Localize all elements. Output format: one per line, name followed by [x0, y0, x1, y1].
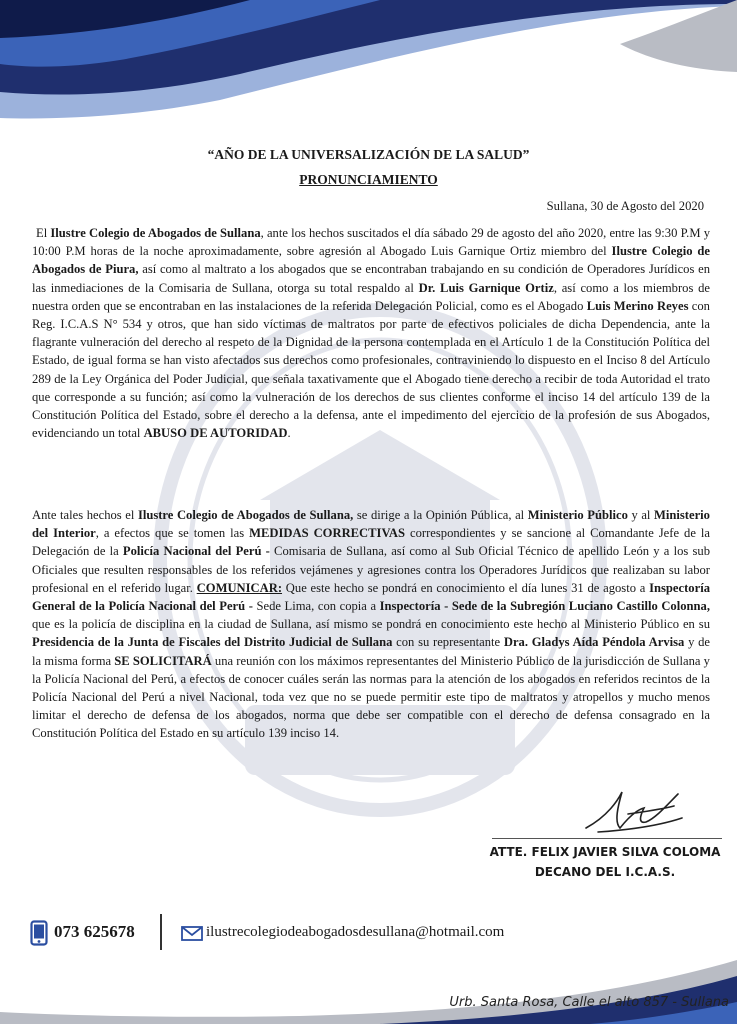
phone-icon [30, 920, 48, 946]
document-date: Sullana, 30 de Agosto del 2020 [546, 199, 704, 213]
paragraph-1: El Ilustre Colegio de Abogados de Sullana, ante los hechos suscitados el día sábado 29 de agosto del año 2020, entre las 9:30 P.M y 10:00 P.M horas de la noche aproximadamente, sobre agresión al Abogado Luis Garnique Ortiz miembro del Ilustre Colegio de Abogados de Piura, así como al maltrato a los abogados que se encontraban trabajando en su condición de Operadores Jurídicos en las inmediaciones de la Comisaria de Sullana, otorga su total respaldo al Dr. Luis Garnique Ortiz, así como a los miembros de nuestra orden que se encontraban en las instalaciones de la referida Delegación Policial, como es el Abogado Luis Merino Reyes con Reg. I.C.A.S N° 534 y otros, que han sido víctimas de maltratos por parte de efectivos policiales de dicha Dependencia, ante la flagrante vulneración del derecho al respeto de la Dignidad de la persona contemplada en el Artículo 1 de la Constitución Política del Estado, de igual forma se han visto afectados sus derechos como profesionales, contraviniendo lo dispuesto en el Inciso 8 del Artículo 289 de la Ley Orgánica del Poder Judicial, que señala taxativamente que el Abogado tiene derecho a recibir de toda Autoridad el trato que corresponde a su función; así como la vulneración de los derechos de sus clientes conforme el inciso 14 del artículo 139 de la Constitución Política del Estado, sobre el derecho a la defensa, ante el impedimento del ejercicio de la profesión de sus Abogados, evidenciando un total ABUSO DE AUTORIDAD. [32, 226, 711, 441]
phone-number[interactable]: 073 625678 [54, 922, 135, 941]
email-address[interactable]: ilustrecolegiodeabogadosdesullana@hotmail.com [206, 924, 505, 940]
paragraph-2: Ante tales hechos el Ilustre Colegio de Abogados de Sullana, se dirige a la Opinión Pública, al Ministerio Público y al Ministerio del Interior, a efectos que se tomen las MEDIDAS CORRECTIVAS correspondientes y se sancione al Comandante Jefe de la Delegación de la Policía Nacional del Perú - Comisaria de Sullana, así como al Sub Oficial Técnico de apellido León y a los sub Oficiales que resulten responsables de los referidos vejámenes y agresiones contra los Operadores Jurídicos que realizaban su labor profesional en el referido lugar. COMUNICAR: Que este hecho se pondrá en conocimiento el día lunes 31 de agosto a Inspectoría General de la Policía Nacional del Perú - Sede Lima, con copia a Inspectoría - Sede de la Subregión Luciano Castillo Colonna, que es la policía de disciplina en la ciudad de Sullana, así mismo se pondrá en conocimiento este hecho al Ministerio Público en su Presidencia de la Junta de Fiscales del Distrito Judicial de Sullana con su representante Dra. Gladys Aída Péndola Arvisa y de la misma forma SE SOLICITARÁ una reunión con los máximos representantes del Ministerio Público de la jurisdicción de Sullana y la Policía Nacional del Perú, a efectos de conocer cuáles serán las normas para la atención de los abogados en referidos recintos de la Policía Nacional del Perú a nivel Nacional, toda vez que no se puede permitir este tipo de maltratos y atropellos y mucho menos limitar el derecho de defensa de los abogados, norma que debe ser compatible con el derecho de defensa consagrado en la Constitución Política del Estado en su artículo 139 inciso 14. [32, 508, 710, 741]
signatory-title: DECANO DEL I.C.A.S. [534, 865, 676, 879]
year-motto: “AÑO DE LA UNIVERSALIZACIÓN DE LA SALUD” [207, 147, 530, 162]
handwritten-signature [578, 788, 688, 836]
document-title: PRONUNCIAMIENTO [299, 172, 438, 187]
signature-line [492, 838, 722, 839]
footer-divider [160, 914, 162, 950]
signatory-name: ATTE. FELIX JAVIER SILVA COLOMA [489, 845, 721, 859]
mail-icon [181, 926, 203, 941]
postal-address: Urb. Santa Rosa, Calle el alto 857 - Sullana [449, 995, 729, 1010]
